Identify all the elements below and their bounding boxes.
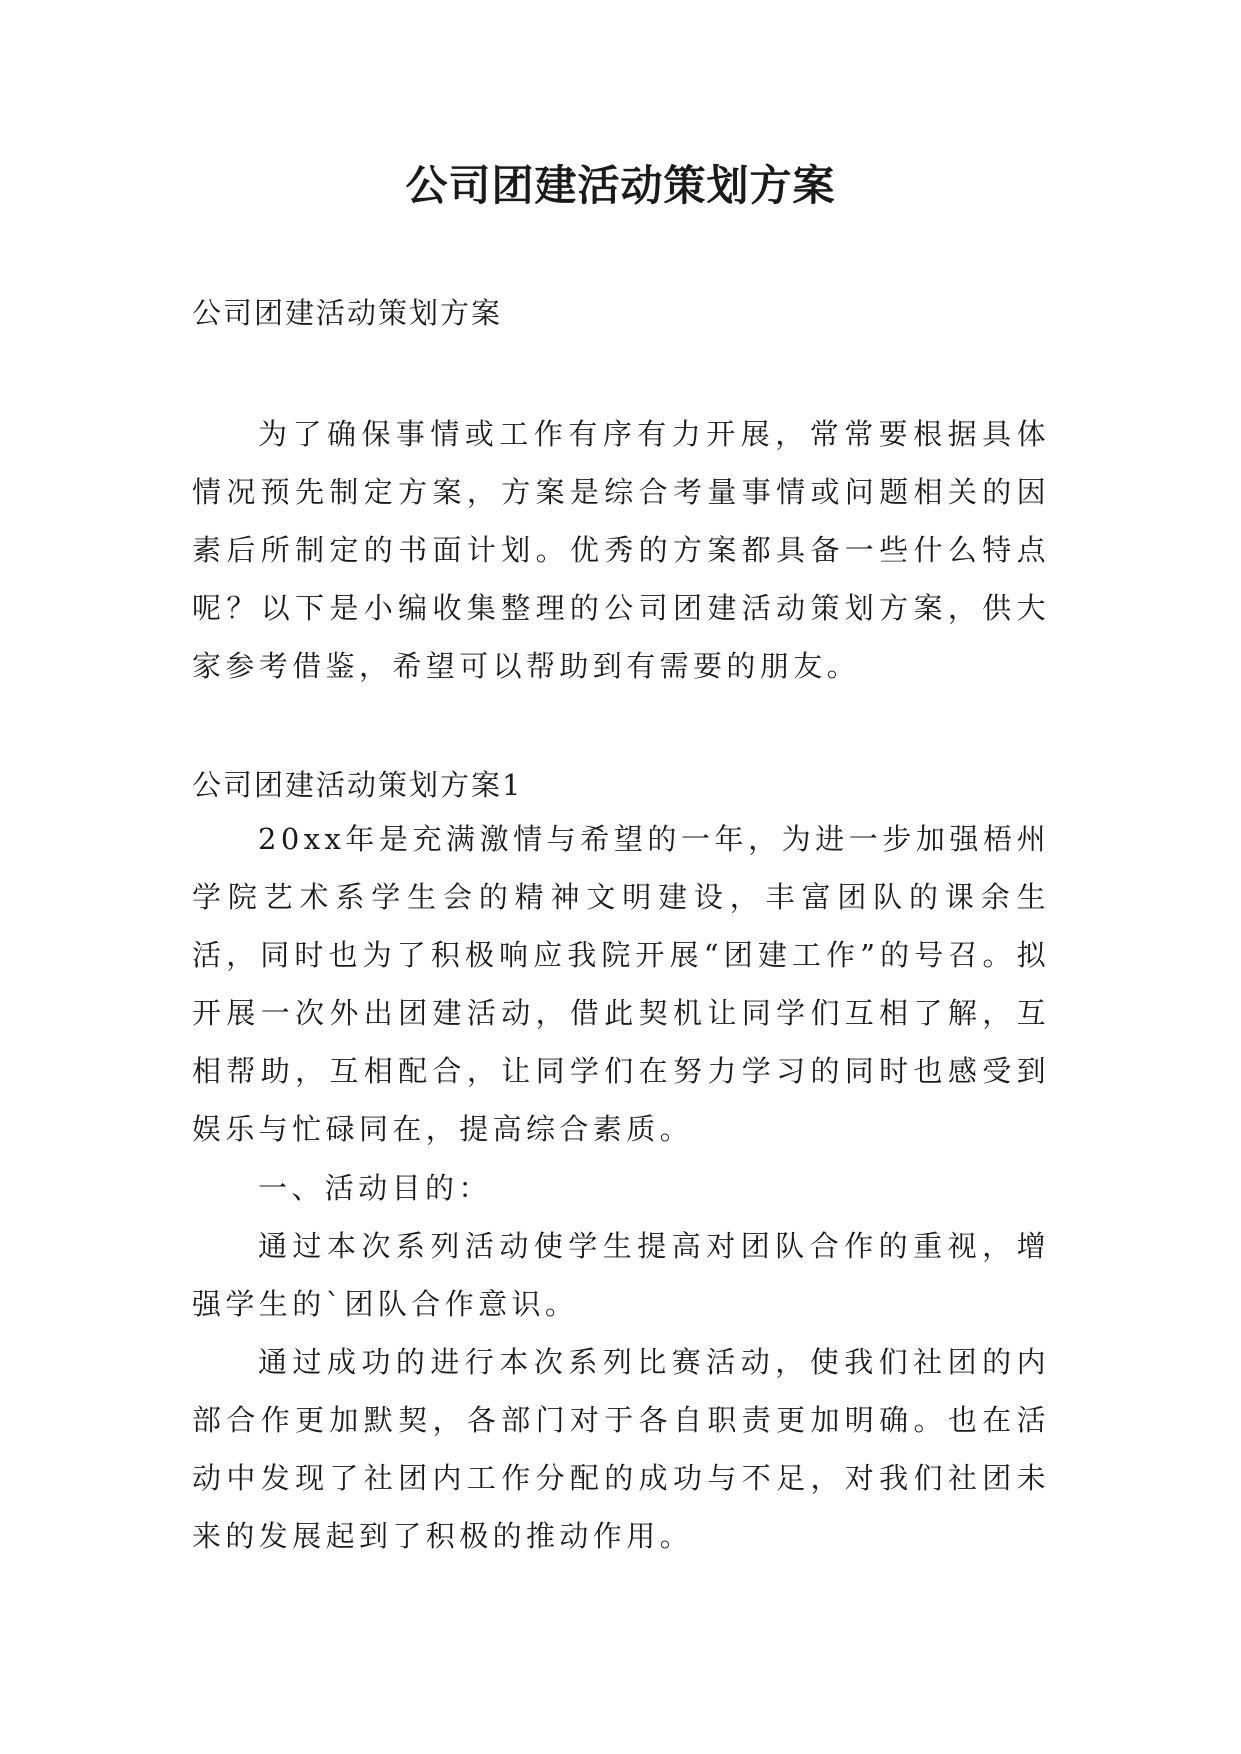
intro-paragraph: 为了确保事情或工作有序有力开展，常常要根据具体情况预先制定方案，方案是综合考量事情或问题相关的因素后所制定的书面计划。优秀的方案都具备一些什么特点呢？以下是小编收集整理的公司团建活动策划方案，供大家参考借鉴，希望可以帮助到有需要的朋友。 — [192, 417, 1050, 683]
list-item-activity-purpose: 一、活动目的： — [258, 1171, 492, 1205]
paragraph-purpose-2: 通过成功的进行本次系列比赛活动，使我们社团的内部合作更加默契，各部门对于各自职责更加明确。也在活动中发现了社团内工作分配的成功与不足，对我们社团未来的发展起到了积极的推动作用。 — [192, 1345, 1050, 1553]
document-subtitle: 公司团建活动策划方案 — [192, 296, 503, 330]
section-heading: 公司团建活动策划方案1 — [192, 768, 523, 802]
paragraph-background: 20xx年是充满激情与希望的一年，为进一步加强梧州学院艺术系学生会的精神文明建设，丰富团队的课余生活，同时也为了积极响应我院开展“团建工作”的号召。拟开展一次外出团建活动，借此契机让同学们互相了解，互相帮助，互相配合，让同学们在努力学习的同时也感受到娱乐与忙碌同在，提高综合素质。 — [192, 822, 1050, 1146]
paragraph-purpose-1: 通过本次系列活动使学生提高对团队合作的重视，增强学生的`团队合作意识。 — [192, 1229, 1050, 1321]
document-title: 公司团建活动策划方案 — [405, 161, 836, 210]
